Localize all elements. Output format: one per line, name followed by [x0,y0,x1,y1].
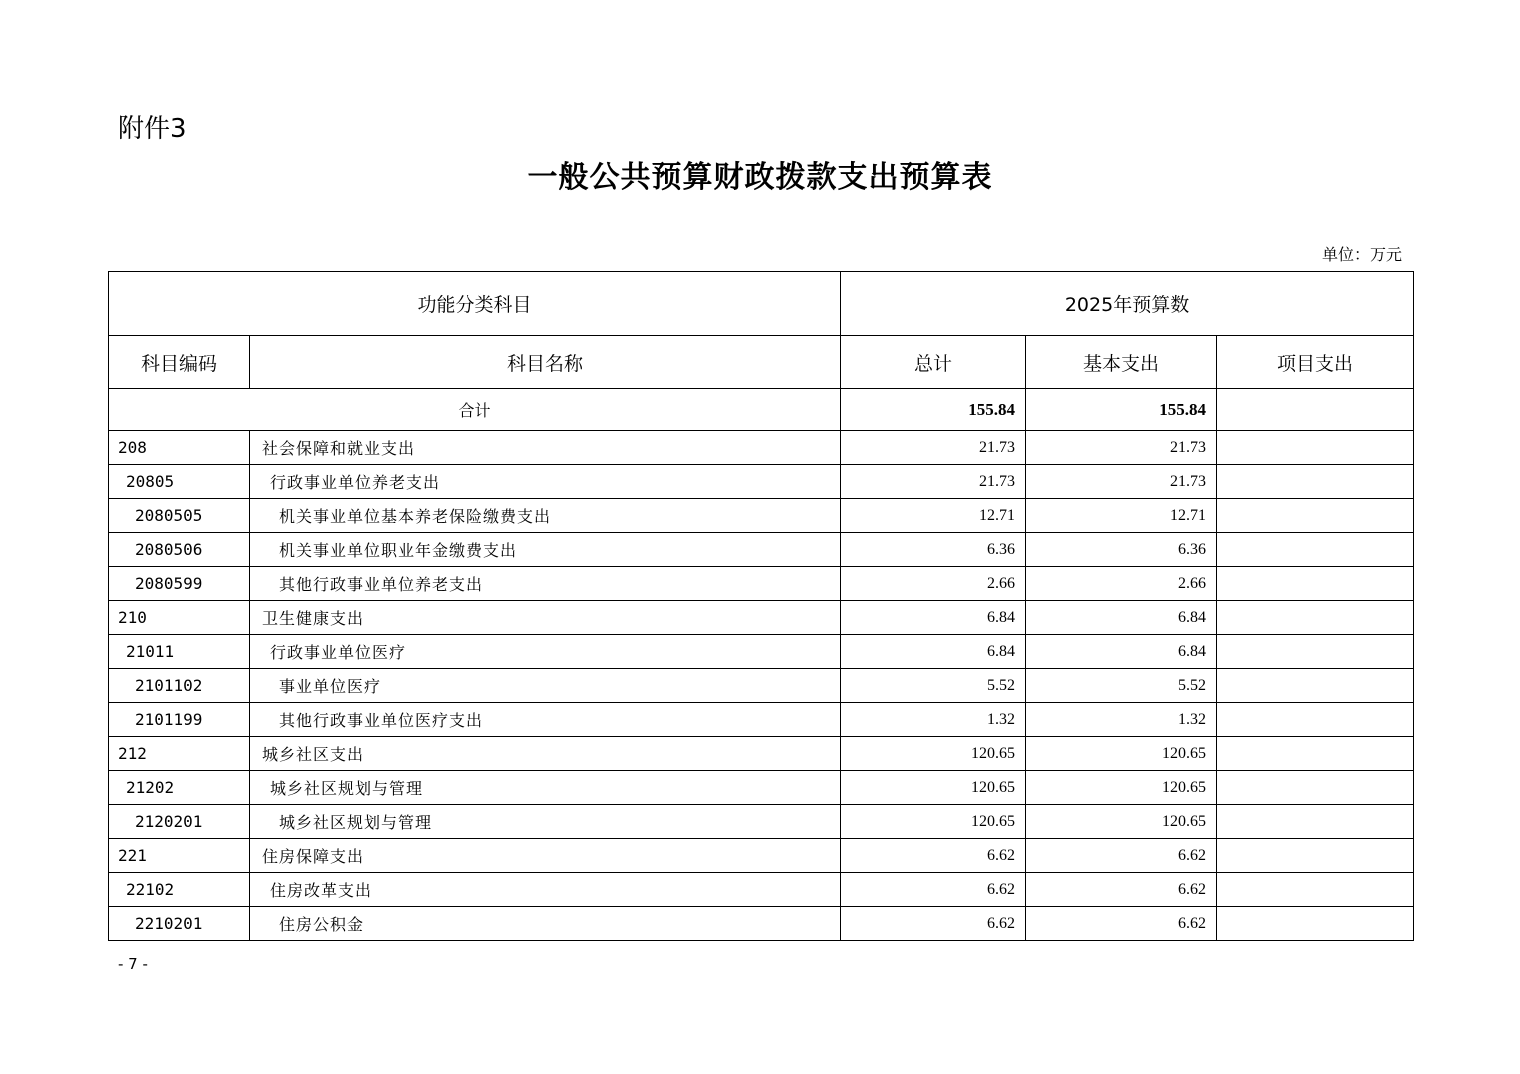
row-project [1217,839,1414,873]
row-total: 120.65 [841,805,1026,839]
row-total: 21.73 [841,431,1026,465]
table-row [109,737,1414,771]
row-code: 21011 [109,635,250,669]
row-total: 6.62 [841,907,1026,941]
row-code: 208 [109,431,250,465]
row-code: 2210201 [109,907,250,941]
total-row [109,389,1414,431]
table-row [109,771,1414,805]
row-project [1217,635,1414,669]
table-row [109,533,1414,567]
row-total: 6.36 [841,533,1026,567]
row-project [1217,533,1414,567]
attachment-label: 附件3 [118,114,187,144]
row-total: 6.84 [841,635,1026,669]
header-total: 总计 [841,336,1026,389]
total-label: 合计 [109,389,841,431]
row-project [1217,431,1414,465]
row-basic: 21.73 [1026,431,1217,465]
row-basic: 21.73 [1026,465,1217,499]
row-basic: 6.84 [1026,635,1217,669]
total-basic: 155.84 [1026,389,1217,431]
table-row [109,431,1414,465]
row-project [1217,465,1414,499]
row-code: 2080506 [109,533,250,567]
row-project [1217,567,1414,601]
table-row [109,601,1414,635]
row-name: 机关事业单位职业年金缴费支出 [250,533,841,567]
row-code: 2080599 [109,567,250,601]
row-code: 2101102 [109,669,250,703]
row-name: 行政事业单位医疗 [250,635,841,669]
row-code: 221 [109,839,250,873]
row-project [1217,669,1414,703]
row-project [1217,703,1414,737]
row-basic: 2.66 [1026,567,1217,601]
row-total: 1.32 [841,703,1026,737]
row-name: 其他行政事业单位养老支出 [250,567,841,601]
budget-table [108,271,1414,941]
page-number: - 7 - [118,955,148,973]
row-code: 20805 [109,465,250,499]
row-basic: 120.65 [1026,771,1217,805]
row-total: 2.66 [841,567,1026,601]
total-total: 155.84 [841,389,1026,431]
row-name: 社会保障和就业支出 [250,431,841,465]
row-name: 住房改革支出 [250,873,841,907]
row-project [1217,499,1414,533]
row-project [1217,771,1414,805]
table-row [109,873,1414,907]
row-name: 事业单位医疗 [250,669,841,703]
row-name: 城乡社区规划与管理 [250,805,841,839]
row-code: 22102 [109,873,250,907]
row-basic: 6.62 [1026,839,1217,873]
page-title: 一般公共预算财政拨款支出预算表 [527,160,993,195]
row-name: 行政事业单位养老支出 [250,465,841,499]
row-basic: 5.52 [1026,669,1217,703]
row-name: 住房保障支出 [250,839,841,873]
row-code: 212 [109,737,250,771]
header-name: 科目名称 [250,336,841,389]
row-basic: 120.65 [1026,737,1217,771]
table-row [109,805,1414,839]
row-basic: 6.62 [1026,907,1217,941]
row-name: 城乡社区支出 [250,737,841,771]
header-project: 项目支出 [1217,336,1414,389]
row-total: 120.65 [841,737,1026,771]
row-code: 2101199 [109,703,250,737]
row-total: 6.62 [841,839,1026,873]
row-total: 6.62 [841,873,1026,907]
row-name: 其他行政事业单位医疗支出 [250,703,841,737]
header-code: 科目编码 [109,336,250,389]
total-project [1217,389,1414,431]
table-row [109,839,1414,873]
table-row [109,567,1414,601]
header-basic: 基本支出 [1026,336,1217,389]
row-name: 住房公积金 [250,907,841,941]
row-total: 120.65 [841,771,1026,805]
row-name: 城乡社区规划与管理 [250,771,841,805]
row-project [1217,737,1414,771]
row-basic: 6.62 [1026,873,1217,907]
row-project [1217,873,1414,907]
row-basic: 6.36 [1026,533,1217,567]
row-name: 机关事业单位基本养老保险缴费支出 [250,499,841,533]
table-row [109,635,1414,669]
table-row [109,465,1414,499]
row-total: 5.52 [841,669,1026,703]
row-project [1217,601,1414,635]
row-code: 2080505 [109,499,250,533]
row-total: 6.84 [841,601,1026,635]
row-basic: 120.65 [1026,805,1217,839]
row-code: 210 [109,601,250,635]
row-basic: 1.32 [1026,703,1217,737]
row-code: 2120201 [109,805,250,839]
table-row [109,703,1414,737]
header-category: 功能分类科目 [109,272,841,336]
row-code: 21202 [109,771,250,805]
row-project [1217,805,1414,839]
row-total: 12.71 [841,499,1026,533]
row-project [1217,907,1414,941]
row-total: 21.73 [841,465,1026,499]
header-budget-year: 2025年预算数 [841,272,1414,336]
row-name: 卫生健康支出 [250,601,841,635]
unit-label: 单位：万元 [1321,245,1402,264]
table-row [109,499,1414,533]
row-basic: 12.71 [1026,499,1217,533]
table-row [109,669,1414,703]
table-row [109,907,1414,941]
row-basic: 6.84 [1026,601,1217,635]
